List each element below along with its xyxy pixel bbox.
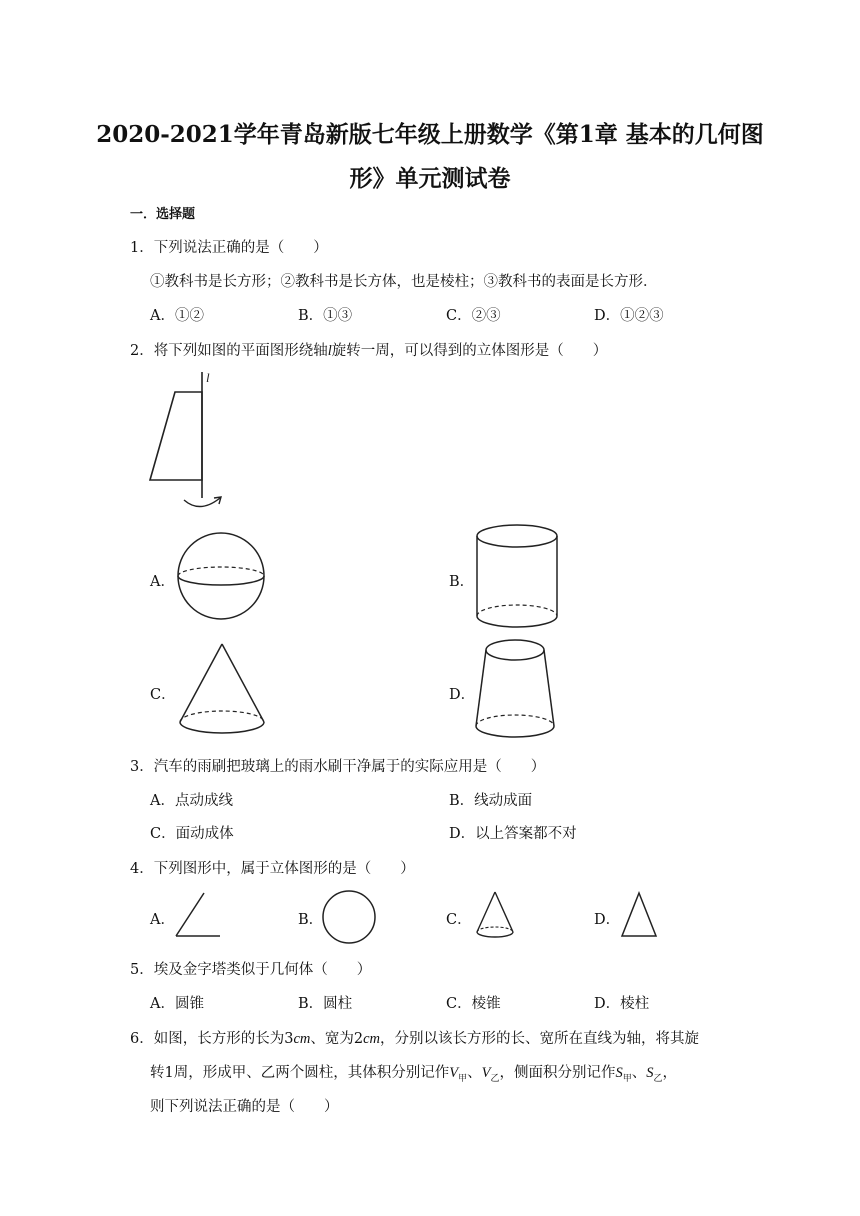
title-line-1: 2020-2021学年青岛新版七年级上册数学《第1章 基本的几何图 <box>96 121 764 148</box>
q4-option-b: B． <box>298 912 324 928</box>
q5-option-b: B．圆柱 <box>298 996 353 1012</box>
q1-option-c: C．②③ <box>446 308 501 324</box>
q1-option-a: A．①② <box>150 308 204 324</box>
q1-stem: 1．下列说法正确的是（ ） <box>130 240 328 256</box>
q2-axis-label: l <box>327 343 332 359</box>
q6-line-2: 转1周，形成甲、乙两个圆柱，其体积分别记作$V_甲$、$V_乙$，侧面积分别记作$S_甲$、$S_乙$， <box>150 1065 678 1084</box>
q5-option-d: D．棱柱 <box>594 996 650 1012</box>
q6-line-1: 6．如图，长方形的长为3cm、宽为2cm，分别以该长方形的长、宽所在直线为轴，将其旋 <box>130 1031 700 1047</box>
q2-option-a: A． <box>150 574 175 590</box>
q1-statement: ①教科书是长方形；②教科书是长方体，也是棱柱；③教科书的表面是长方形． <box>150 274 658 290</box>
q5-option-a: A．圆锥 <box>150 996 204 1012</box>
q3-option-a: A．点动成线 <box>150 793 233 809</box>
cylinder-icon <box>472 522 562 632</box>
sphere-icon <box>175 530 267 622</box>
q3-option-d: D．以上答案都不对 <box>449 826 577 842</box>
title-line-2: 形》单元测试卷 <box>349 165 511 192</box>
q2-option-c: C． <box>150 687 176 703</box>
frustum-icon <box>470 636 560 746</box>
axis-label-l: l <box>206 370 210 385</box>
q4-option-d: D． <box>594 912 621 928</box>
q5-stem: 5．埃及金字塔类似于几何体（ ） <box>130 962 372 978</box>
q1-option-d: D．①②③ <box>594 308 664 324</box>
q2-option-b: B． <box>449 574 475 590</box>
trapezoid-axis-figure <box>148 368 230 514</box>
q6-line-3: 则下列说法正确的是（ ） <box>150 1099 339 1115</box>
q4-option-a: A． <box>150 912 175 928</box>
circle-icon <box>320 888 378 946</box>
q5-option-c: C．棱锥 <box>446 996 501 1012</box>
q4-stem: 4．下列图形中，属于立体图形的是（ ） <box>130 861 415 877</box>
q2-option-d: D． <box>449 687 476 703</box>
q4-option-c: C． <box>446 912 472 928</box>
q3-stem: 3．汽车的雨刷把玻璃上的雨水刷干净属于的实际应用是（ ） <box>130 759 546 775</box>
section-heading: 一．选择题 <box>130 207 196 222</box>
small-cone-icon <box>472 888 518 944</box>
angle-icon <box>172 888 224 942</box>
q1-option-b: B．①③ <box>298 308 353 324</box>
triangle-icon <box>618 888 660 942</box>
q3-option-b: B．线动成面 <box>449 793 533 809</box>
q3-option-c: C．面动成体 <box>150 826 234 842</box>
cone-icon <box>176 640 268 740</box>
q2-stem: 2．将下列如图的平面图形绕轴l旋转一周，可以得到的立体图形是（ ） <box>130 343 608 359</box>
